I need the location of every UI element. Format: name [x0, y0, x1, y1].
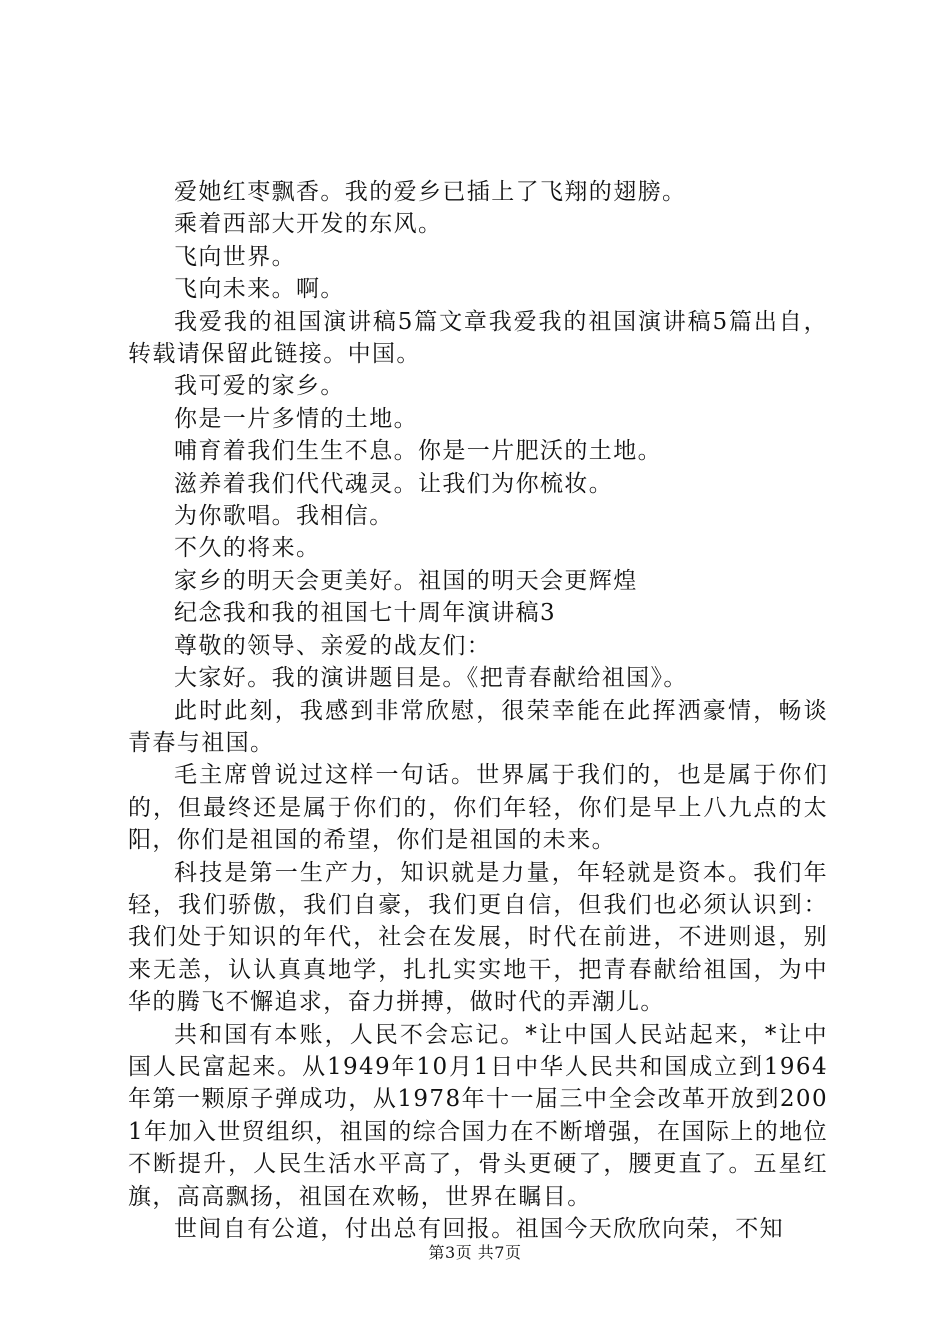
- salutation: 尊敬的领导、亲爱的战友们：: [174, 632, 492, 659]
- speech-heading: 纪念我和我的祖国七十周年演讲稿3: [174, 600, 557, 627]
- paragraph: 家乡的明天会更美好。祖国的明天会更辉煌: [174, 567, 638, 594]
- paragraph: 共和国有本账，人民不会忘记。*让中国人民站起来，*让中国人民富起来。从1949年10月1日中华人民共和国成立到1964年第一颗原子弹成功，从1978年十一届三中全会改革开放到2001年加入世贸组织，祖国的综合国力在不断增强，在国际上的地位不断提升，人民生活水平高了，骨头更硬了，腰更直了。五星红旗，高高飘扬，祖国在欢畅，世界在瞩目。: [128, 1021, 828, 1210]
- paragraph: 滋养着我们代代魂灵。让我们为你梳妆。: [174, 470, 614, 497]
- paragraph: 飞向未来。啊。: [174, 276, 345, 303]
- paragraph: 乘着西部大开发的东风。: [174, 211, 443, 238]
- paragraph: 飞向世界。: [174, 243, 296, 270]
- paragraph: 我爱我的祖国演讲稿5篇文章我爱我的祖国演讲稿5篇出自，转载请保留此链接。中国。: [128, 308, 828, 368]
- paragraph: 世间自有公道，付出总有回报。祖国今天欣欣向荣，不知: [174, 1216, 784, 1242]
- paragraph: 为你歌唱。我相信。: [174, 503, 394, 530]
- paragraph: 你是一片多情的土地。: [174, 405, 418, 432]
- paragraph: 我可爱的家乡。: [174, 373, 345, 400]
- paragraph: 此时此刻，我感到非常欣慰，很荣幸能在此挥洒豪情，畅谈青春与祖国。: [128, 697, 828, 756]
- paragraph: 不久的将来。: [174, 535, 321, 562]
- document-body: [128, 176, 828, 1245]
- page-footer: [0, 1240, 950, 1263]
- paragraph: 大家好。我的演讲题目是。《把青春献给祖国》。: [174, 665, 688, 692]
- paragraph: 哺育着我们生生不息。你是一片肥沃的土地。: [174, 438, 662, 465]
- page-number: 第3页 共7页: [428, 1243, 522, 1262]
- paragraph: 爱她红枣飘香。我的爱乡已插上了飞翔的翅膀。: [174, 179, 687, 205]
- paragraph: 科技是第一生产力，知识就是力量，年轻就是资本。我们年轻，我们骄傲，我们自豪，我们更自信，但我们也必须认识到：我们处于知识的年代，社会在发展，时代在前进，不进则退，别来无恙，认认真真地学，扎扎实实地干，把青春献给祖国，为中华的腾飞不懈追求，奋力拼搏，做时代的弄潮儿。: [128, 859, 828, 1016]
- paragraph: 毛主席曾说过这样一句话。世界属于我们的，也是属于你们的，但最终还是属于你们的，你们年轻，你们是早上八九点的太阳，你们是祖国的希望，你们是祖国的未来。: [128, 762, 828, 854]
